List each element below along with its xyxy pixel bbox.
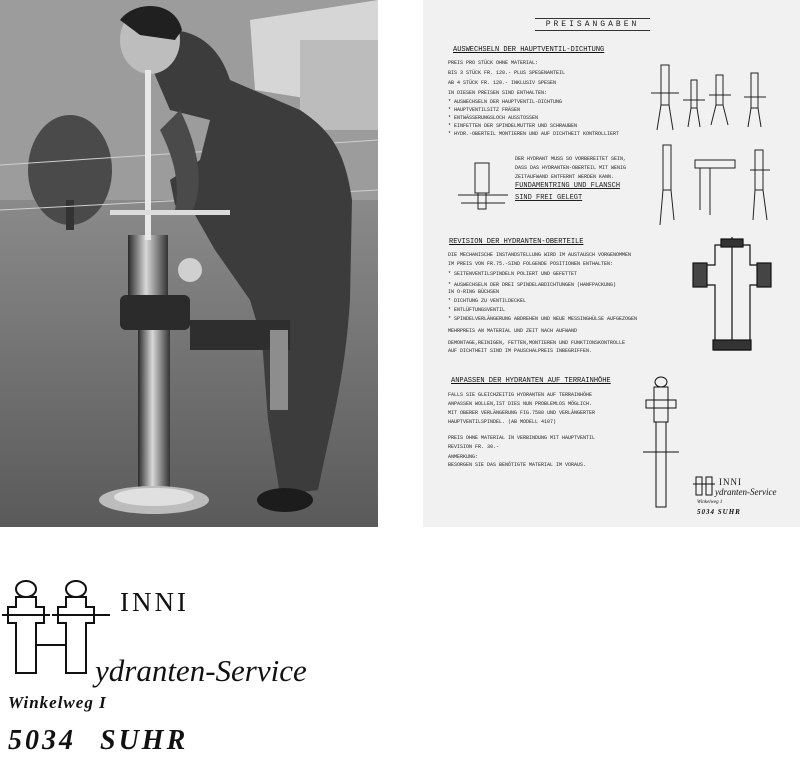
photo-illustration — [0, 0, 378, 527]
workshop-photo — [0, 0, 378, 527]
section2-line: IN O-RING BÜCHSEN — [448, 289, 500, 295]
section3-heading: ANPASSEN DER HYDRANTEN AUF TERRAINHÖHE — [451, 377, 611, 385]
section3-line: REVISION FR. 30.- — [448, 444, 500, 450]
section3-line: ANPASSEN WOLLEN,IST DIES NUN PROBLEMLOS MÖGLICH. — [448, 401, 593, 407]
section3-line: PREIS OHNE MATERIAL IN VERBINDUNG MIT HAUPTVENTIL — [448, 435, 596, 441]
logo-address: Winkelweg I — [8, 693, 107, 712]
section1-line: BIS 3 STÜCK FR. 120.- PLUS SPESENANTEIL — [448, 70, 566, 76]
section1-note: DER HYDRANT MUSS SO VORBEREITET SEIN, — [515, 156, 627, 162]
section1-heading: AUSWECHSELN DER HAUPTVENTIL-DICHTUNG — [453, 46, 605, 54]
section2-line: IM PREIS VON FR.75.-SIND FOLGENDE POSITIONEN ENTHALTEN: — [448, 261, 614, 267]
section1-line: IN DIESEN PREISEN SIND ENTHALTEN: — [448, 90, 548, 96]
section2-line: DIE MECHANISCHE INSTANDSTELLUNG WIRD IM AUSTAUSCH VORGENOMMEN — [448, 252, 632, 258]
section2-heading: REVISION DER HYDRANTEN-OBERTEILE — [449, 238, 584, 246]
section3-line: BESORGEN SIE DAS BENÖTIGTE MATERIAL IM VORAUS. — [448, 462, 587, 468]
section2-line: * ENTLÜFTUNGSVENTIL — [448, 307, 506, 313]
valve-drawings-row2 — [655, 140, 785, 230]
logo-city: 5034 SUHR — [8, 725, 189, 756]
section1-note: DASS DAS HYDRANTEN-OBERTEIL MIT WENIG — [515, 165, 627, 171]
section2-line: DEMONTAGE,REINIGEN, FETTEN,MONTIEREN UND FUNKTIONSKONTROLLE — [448, 340, 626, 346]
section2-line: * SEITENVENTILSPINDELN POLIERT UND GEFETTET — [448, 271, 578, 277]
logo-line2: ydranten-Service — [95, 653, 307, 688]
section1-line: PREIS PRO STÜCK OHNE MATERIAL: — [448, 60, 539, 66]
sheet-logo-line2: ydranten-Service — [715, 487, 777, 497]
company-logo — [0, 575, 400, 765]
hydrant-extension-drawing — [641, 372, 681, 512]
section1-line: * EINFETTEN DER SPINDELMUTTER UND SCHRAUBEN — [448, 123, 578, 129]
section1-note-strong: FUNDAMENTRING UND FLANSCH — [515, 182, 621, 190]
hydrant-section-drawing — [685, 235, 780, 360]
sheet-logo-line3: Winkelweg 1 — [697, 500, 723, 505]
section2-line: * DICHTUNG ZU VENTILDECKEL — [448, 298, 527, 304]
section1-line: * AUSWECHSELN DER HAUPTVENTIL-DICHTUNG — [448, 99, 563, 105]
sheet-logo — [693, 472, 788, 522]
section2-line: MEHRPREIS AN MATERIAL UND ZEIT NACH AUFWAND — [448, 328, 578, 334]
section1-note-strong: SIND FREI GELEGT — [515, 194, 583, 202]
section1-line: * HAUPTVENTILSITZ FRÄSEN — [448, 107, 521, 113]
sheet-logo-hydrant-icon — [693, 474, 717, 498]
sheet-logo-line4: 5034 SUHR — [697, 508, 741, 516]
logo-line1: INNI — [120, 587, 189, 617]
section1-line: * ENTWÄSSERUNGSLOCH AUSSTOSSEN — [448, 115, 539, 121]
section3-line: ANMERKUNG: — [448, 454, 479, 460]
section3-line: FALLS SIE GLEICHZEITIG HYDRANTEN AUF TERRAINHÖHE — [448, 392, 593, 398]
section2-line: * SPINDELVERLÄNGERUNG ABDREHEN UND NEUE MESSINGHÜLSE AUFGEZOGEN — [448, 316, 638, 322]
price-sheet — [423, 0, 800, 527]
section1-line: * HYDR.-OBERTEIL MONTIEREN UND AUF DICHTHEIT KONTROLLIERT — [448, 131, 620, 137]
section2-line: AUF DICHTHEIT SIND IM PAUSCHALPREIS INBEGRIFFEN. — [448, 348, 593, 354]
section1-note: ZEITAUFWAND ENTFERNT WERDEN KANN. — [515, 174, 615, 180]
sheet-title: PREISANGABEN — [535, 18, 650, 31]
section1-line: AB 4 STÜCK FR. 120.- INKLUSIV SPESEN — [448, 80, 557, 86]
hydrant-small-drawing — [453, 155, 513, 215]
valve-drawings-row1 — [651, 55, 781, 145]
sheet-logo-line1: INNI — [719, 477, 742, 487]
section3-line: MIT OBERER VERLÄNGERUNG FIG.7580 UND VERLÄNGERTER — [448, 410, 596, 416]
section2-line: * AUSWECHSELN DER DREI SPINDELABDICHTUNGEN (HANFPACKUNG) — [448, 282, 617, 288]
section3-line: HAUPTVENTILSPINDEL. (AB MODELL 4107) — [448, 419, 557, 425]
